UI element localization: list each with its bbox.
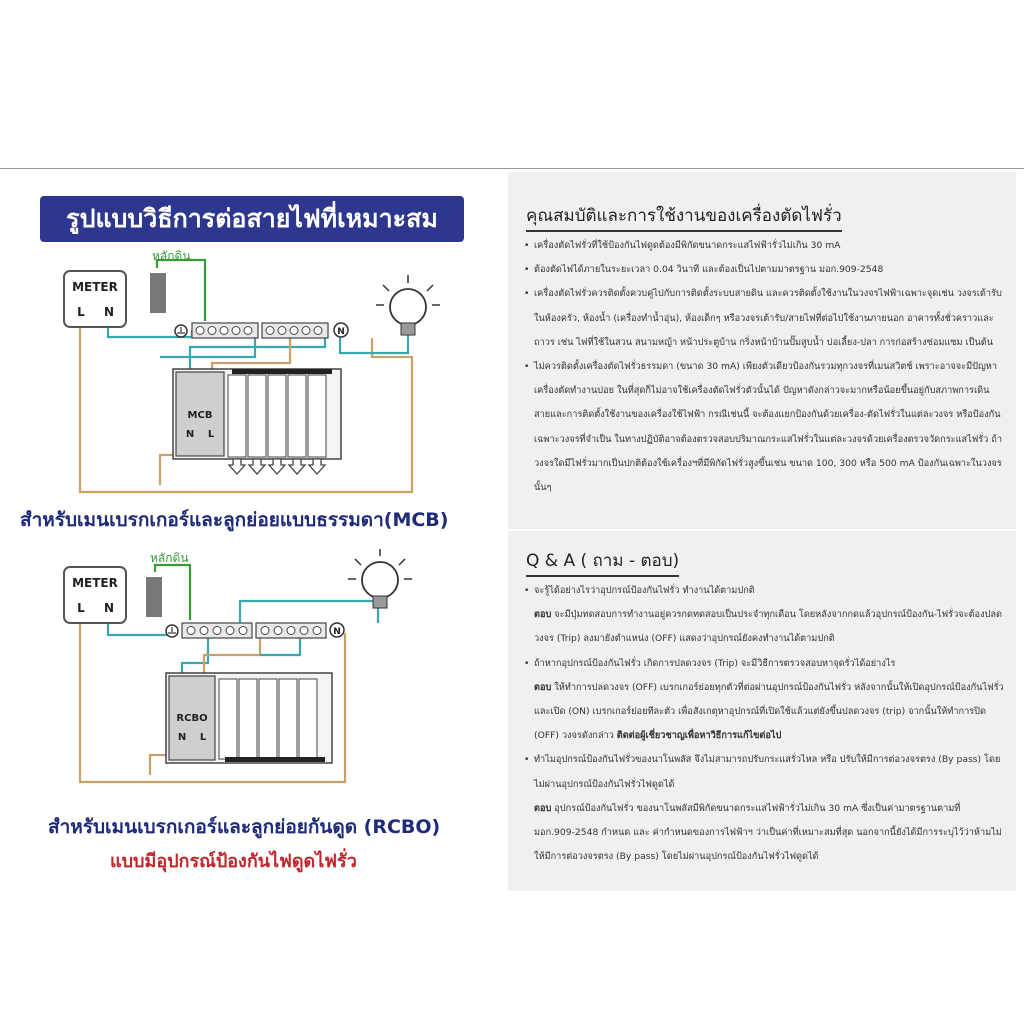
mcb-breaker-n: N (185, 429, 195, 440)
qa-answer-label: ตอบ (534, 681, 552, 693)
wire-brown-mcb (212, 338, 290, 373)
rcbo-ground-rod-label: หลักดิน (150, 551, 189, 565)
mcb-breaker-label: MCB (187, 410, 213, 421)
qa-question: • ทำไมอุปกรณ์ป้องกันไฟรั่วของนาโนพลัส จึงไม่สามารถปรับกระแสรั่วไหล หรือ ปรับให้มีการต่อวงจรตรง (By pass) โดยไม่ผ่านอุปกรณ์ป้องกันไฟรั่วไฟดูดได้ (522, 748, 1004, 796)
rcbo-wire-cyan-main (108, 623, 170, 635)
wire-cyan-mcb (190, 335, 325, 373)
info-panel (508, 172, 1016, 529)
qa-answer (522, 797, 1004, 870)
top-divider-line (0, 168, 1024, 169)
qa-answer (522, 676, 1004, 749)
qa-question: • ถ้าหากอุปกรณ์ป้องกันไฟรั่ว เกิดการปลดวงจร (Trip) จะมีวิธีการตรวจสอบหาจุดรั่วได้อย่างไร (522, 652, 1004, 676)
rcbo-breaker-label: RCBO (176, 713, 208, 724)
qa-answer-label: ตอบ (534, 802, 552, 814)
mcb-meter-l: L (77, 305, 85, 319)
mcb-breaker-l: L (207, 429, 215, 440)
rcbo-ground-rod (146, 577, 162, 617)
mcb-ground-rod (150, 273, 166, 313)
rcbo-neutral-symbol: N (333, 627, 341, 637)
qa-answer-text: ให้ทำการปลดวงจร (OFF) เบรกเกอร์ย่อยทุกตัวที่ต่อผ่านอุปกรณ์ป้องกันไฟรั่ว หลังจากนั้นให้เปิดอุปกรณ์ป้องกันไฟรั่ว และเปิด (ON) เบรกเกอร์ย่อยทีละตัว เพื่อสังเกตุหาอุปกรณ์ที่เปิดใช้แล้วแต่ยังขึ้นปลดวงจร (trip) จากนั้นให้ทำการปิด (OFF) วงจรดังกล่าว (534, 681, 1004, 742)
rcbo-breaker-n: N (177, 732, 187, 743)
qa-list (522, 579, 1004, 869)
mcb-caption: สำหรับเมนเบรกเกอร์และลูกย่อยแบบธรรมดา(MCB) (20, 509, 449, 531)
qa-answer-emphasis: ติดต่อผู้เชี่ยวชาญเพื่อหาวิธีการแก้ไขต่อไป (616, 730, 782, 742)
qa-panel (508, 531, 1016, 891)
rcbo-meter-l: L (77, 601, 85, 615)
rcbo-breaker-l: L (199, 732, 207, 743)
qa-heading: Q & A ( ถาม - ตอบ) (526, 547, 679, 577)
info-bullet: • ไม่ควรติดตั้งเครื่องตัดไฟรั่วธรรมดา (ขนาด 30 mA) เพียงตัวเดียวป้องกันรวมทุกวงจรที่เมนสวิตช์ เพราะอาจจะมีปัญหาเครื่องตัดทำงานบ่อย ในที่สุดก็ไม่อาจใช้เครื่องตัดไฟรั่วตัวนั้นได้ ปัญหาดังกล่าวจะมากหรือน้อยขึ้นอยู่กับสภาพการเดินสายและการติดตั้งใช้งานของเครื่องใช้ไฟฟ้า กรณีเช่นนี้ จะต้องแยกป้องกันด้วยเครื่อง-ตัดไฟรั่วในแต่ละวงจร หรือป้องกันเฉพาะวงจรที่จำเป็น ในทางปฏิบัติอาจต้องตรวจสอบปริมาณกระแสไฟรั่วในแต่ละวงจรด้วยเครื่องตรวจวัดกระแสไฟรั่ว ถ้าวงจรใดมีไฟรั่วมากเป็นปกติต้องใช้เครื่องฯที่มีพิกัดไฟรั่วสูงขึ้นเช่น ขนาด 100, 300 หรือ 500 mA ป้องกันเฉพาะในวงจรนั้นๆ (522, 355, 1004, 500)
rcbo-light-bulb-icon (348, 549, 412, 608)
light-bulb-icon (376, 275, 440, 335)
rcbo-caption: สำหรับเมนเบรกเกอร์และลูกย่อยกันดูด (RCBO) (48, 816, 441, 838)
mcb-meter-label: METER (72, 280, 118, 294)
qa-question: • จะรู้ได้อย่างไรว่าอุปกรณ์ป้องกันไฟรั่ว ทำงานได้ตามปกติ (522, 579, 1004, 603)
mcb-ground-rod-label: หลักดิน (152, 249, 191, 263)
qa-answer-label: ตอบ (534, 609, 552, 621)
breaker-down-arrows-icon (229, 459, 325, 474)
qa-answer-text: จะมีปุ่มทดสอบการทำงานอยู่ควรกดทดสอบเป็นประจำทุกเดือน โดยหลังจากกดแล้วอุปกรณ์ป้องกัน-ไฟรั่วจะต้องปลดวงจร (Trip) ลงมายังตำแหน่ง (OFF) แสดงว่าอุปกรณ์ยังคงทำงานได้ตามปกติ (534, 609, 1002, 645)
mcb-neutral-symbol: N (337, 327, 345, 337)
rcbo-meter-label: METER (72, 576, 118, 590)
rcbo-wire-cyan-lamp (240, 601, 378, 625)
mcb-meter-n: N (103, 305, 115, 319)
rcbo-wiring-diagram (0, 545, 505, 800)
info-bullet-list (522, 234, 1004, 500)
rcbo-wire-brown-rcbo (204, 635, 260, 677)
info-bullet: • เครื่องตัดไฟรั่วที่ใช้ป้องกันไฟดูดต้องมีพิกัดขนาดกระแสไฟฟ้ารั่วไม่เกิน 30 mA (522, 234, 1004, 258)
rcbo-meter-n: N (103, 601, 115, 615)
mcb-wiring-diagram (0, 245, 505, 505)
wire-cyan-lamp (340, 330, 408, 353)
diagram-banner-title: รูปแบบวิธีการต่อสายไฟที่เหมาะสม (40, 196, 464, 242)
info-heading: คุณสมบัติและการใช้งานของเครื่องตัดไฟรั่ว (526, 202, 842, 232)
info-bullet: • เครื่องตัดไฟรั่วควรติดตั้งควบคู่ไปกับการติดตั้งระบบสายดิน และควรติดตั้งใช้งานในวงจรไฟฟ้าเฉพาะจุดเช่น วงจรเต้ารับในห้องครัว, ห้องน้ำ (เครื่องทำน้ำอุ่น), ห้องเด็กๆ หรือวงจรเต้ารับ/สายไฟที่ต่อไปใช้งานภายนอก อาคารทั้งชั่วคราวและถาวร เช่น ไฟที่ใช้ในสวน สนามหญ้า หน้าประตูบ้าน กริ่งหน้าบ้านปั๊มสูบน้ำ บ่อเลี้ยง-ปลา การก่อสร้างซ่อมแซม เป็นต้น (522, 282, 1004, 355)
rcbo-subcaption: แบบมีอุปกรณ์ป้องกันไฟดูดไฟรั่ว (110, 851, 357, 872)
qa-answer (522, 603, 1004, 651)
info-bullet: • ต้องตัดไฟได้ภายในระยะเวลา 0.04 วินาที และต้องเป็นไปตามมาตรฐาน มอก.909-2548 (522, 258, 1004, 282)
qa-answer-text: อุปกรณ์ป้องกันไฟรั่ว ของนาโนพลัสมีพิกัดขนาดกระแสไฟฟ้ารั่วไม่เกิน 30 mA ซึ่งเป็นค่ามาตรฐานตามที่ มอก.909-2548 กำหนด และ ค่ากำหนดของการไฟฟ้าฯ ว่าเป็นค่าที่เหมาะสมที่สุด นอกจากนี้ยังได้มีการระบุไว้ว่าห้ามไม่ให้มีการต่อวงจรตรง (By pass) โดยไม่ผ่านอุปกรณ์ป้องกันไฟรั่วไฟดูดได้ (534, 802, 1002, 863)
